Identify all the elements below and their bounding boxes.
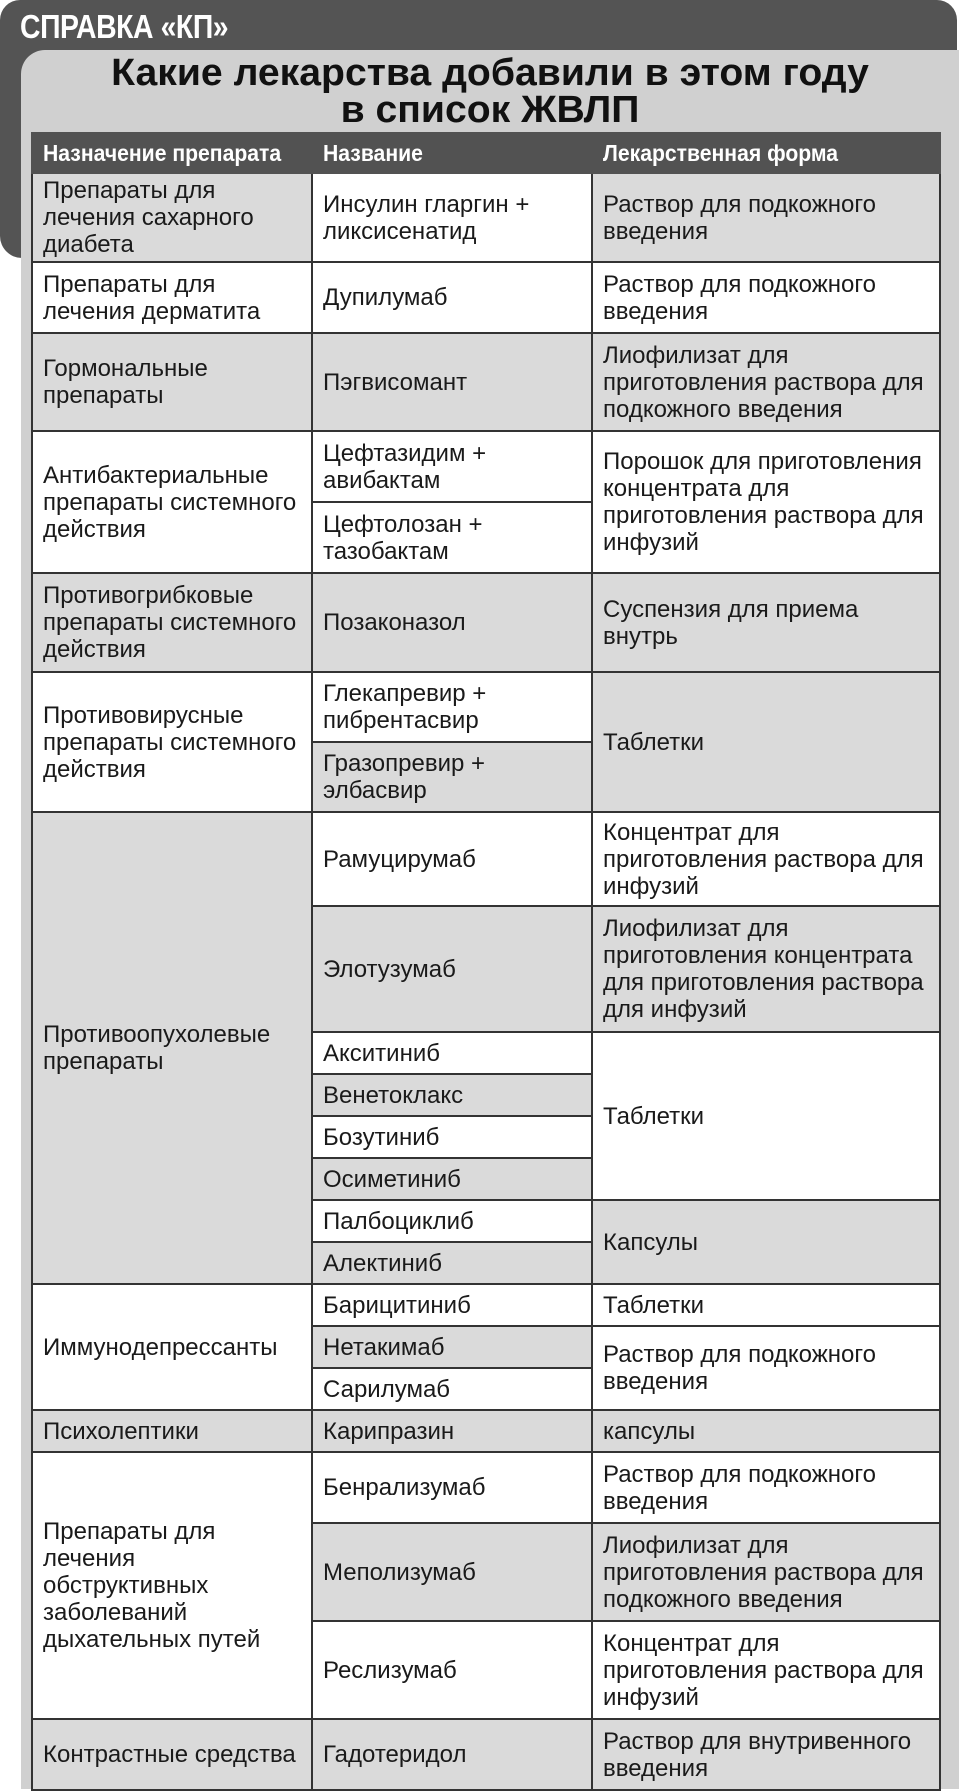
dosage-form-cell: Раствор для внутривенного введения xyxy=(592,1719,940,1790)
drug-name-cell: Позаконазол xyxy=(312,573,592,672)
dosage-form-cell: Таблетки xyxy=(592,1284,940,1326)
purpose-cell: Антибактериальные препараты системного действия xyxy=(32,431,312,573)
dosage-form-cell: Капсулы xyxy=(592,1200,940,1284)
purpose-cell: Противогрибковые препараты системного действия xyxy=(32,573,312,672)
purpose-cell: Противовирусные препараты системного действия xyxy=(32,672,312,812)
dosage-form-cell: Суспензия для приема внутрь xyxy=(592,573,940,672)
purpose-cell: Иммунодепрессанты xyxy=(32,1284,312,1410)
dosage-form-cell: Раствор для подкожного введения xyxy=(592,173,940,262)
purpose-cell: Психолептики xyxy=(32,1410,312,1452)
drug-name-cell: Бенрализумаб xyxy=(312,1452,592,1523)
table-row xyxy=(32,812,940,906)
drug-name-cell: Венетоклакс xyxy=(312,1074,592,1116)
drug-name-cell: Осиметиниб xyxy=(312,1158,592,1200)
drug-name-cell: Дупилумаб xyxy=(312,262,592,333)
drug-name-cell: Меполизумаб xyxy=(312,1523,592,1621)
drug-name-cell: Глекапревир + пибрентасвир xyxy=(312,672,592,742)
drug-name-cell: Цефтазидим + авибактам xyxy=(312,431,592,502)
drug-name-cell: Рамуцирумаб xyxy=(312,812,592,906)
dosage-form-cell: Лиофилизат для приготовления раствора для подкожного введения xyxy=(592,1523,940,1621)
dosage-form-cell: Концентрат для приготовления раствора для инфузий xyxy=(592,1621,940,1719)
drug-name-cell: Гадотеридол xyxy=(312,1719,592,1790)
purpose-cell: Препараты для лечения обструктивных заболеваний дыхательных путей xyxy=(32,1452,312,1719)
drug-name-cell: Палбоциклиб xyxy=(312,1200,592,1242)
table-row xyxy=(32,1719,940,1790)
drug-name-cell: Реслизумаб xyxy=(312,1621,592,1719)
dosage-form-cell: Раствор для подкожного введения xyxy=(592,262,940,333)
table-row xyxy=(32,262,940,333)
drug-name-cell: Гразопревир + элбасвир xyxy=(312,742,592,812)
drug-name-cell: Барицитиниб xyxy=(312,1284,592,1326)
drug-name-cell: Карипразин xyxy=(312,1410,592,1452)
table-row xyxy=(32,333,940,431)
purpose-cell: Контрастные средства xyxy=(32,1719,312,1790)
table-row xyxy=(32,1284,940,1326)
purpose-cell: Противоопухолевые препараты xyxy=(32,812,312,1284)
dosage-form-cell: Таблетки xyxy=(592,1032,940,1200)
table-row xyxy=(32,1452,940,1523)
dosage-form-cell: Концентрат для приготовления раствора для инфузий xyxy=(592,812,940,906)
purpose-cell: Гормональные препараты xyxy=(32,333,312,431)
dosage-form-cell: Раствор для подкожного введения xyxy=(592,1452,940,1523)
table-row xyxy=(32,173,940,262)
table-row xyxy=(32,672,940,742)
dosage-form-cell: Таблетки xyxy=(592,672,940,812)
drug-name-cell: Элотузумаб xyxy=(312,906,592,1032)
column-header-form: Лекарственная форма xyxy=(592,133,940,173)
table-row xyxy=(32,573,940,672)
column-header-name: Название xyxy=(312,133,592,173)
drug-name-cell: Нетакимаб xyxy=(312,1326,592,1368)
drug-list-table xyxy=(31,132,941,1791)
drug-name-cell: Алектиниб xyxy=(312,1242,592,1284)
purpose-cell: Препараты для лечения дерматита xyxy=(32,262,312,333)
drug-name-cell: Инсулин гларгин + ликсисенатид xyxy=(312,173,592,262)
table-row xyxy=(32,431,940,502)
table-header-row xyxy=(32,133,940,173)
drug-name-cell: Акситиниб xyxy=(312,1032,592,1074)
table-row xyxy=(32,1410,940,1452)
drug-name-cell: Цефтолозан + тазобактам xyxy=(312,502,592,573)
drug-name-cell: Пэгвисомант xyxy=(312,333,592,431)
title-line-2: в список ЖВЛП xyxy=(340,89,640,131)
dosage-form-cell: Лиофилизат для приготовления концентрата для приготовления раствора для инфузий xyxy=(592,906,940,1032)
dosage-form-cell: Раствор для подкожного введения xyxy=(592,1326,940,1410)
section-tab-label: СПРАВКА «КП» xyxy=(20,8,229,45)
title-line-1: Какие лекарства добавили в этом году xyxy=(111,52,869,94)
dosage-form-cell: Лиофилизат для приготовления раствора для подкожного введения xyxy=(592,333,940,431)
dosage-form-cell: капсулы xyxy=(592,1410,940,1452)
dosage-form-cell: Порошок для приготовления концентрата для приготовления раствора для инфузий xyxy=(592,431,940,573)
column-header-purpose: Назначение препарата xyxy=(32,133,312,173)
drug-name-cell: Сарилумаб xyxy=(312,1368,592,1410)
purpose-cell: Препараты для лечения сахарного диабета xyxy=(32,173,312,262)
page-title xyxy=(21,52,959,131)
drug-name-cell: Бозутиниб xyxy=(312,1116,592,1158)
